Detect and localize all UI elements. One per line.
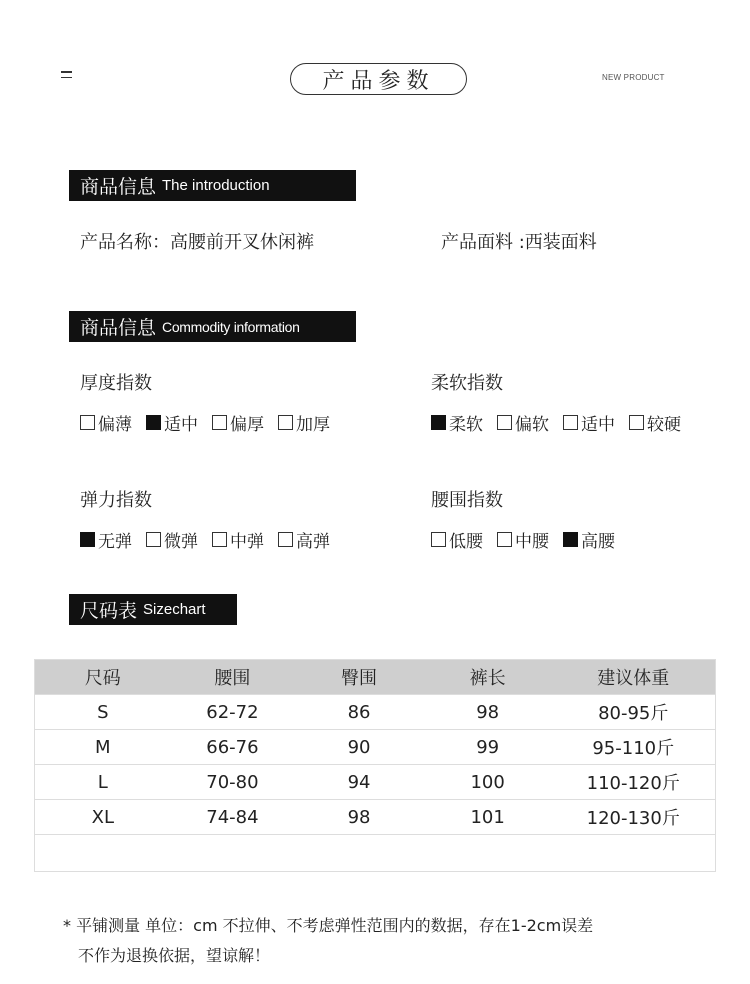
table-cell: 66-76 [206,736,259,758]
page-title: 产品参数 [290,63,467,95]
softness-options [431,410,681,435]
option-label: 微弹 [164,532,198,552]
checkbox-checked-icon [431,415,446,430]
option-item [80,527,132,552]
checkbox-checked-icon [146,415,161,430]
elasticity-index-title: 弹力指数 [80,490,152,511]
checkbox-icon [212,532,227,547]
option-item [431,410,483,435]
table-cell: 80-95斤 [598,703,669,724]
header-cell: 臀围 [341,668,378,689]
option-item [146,527,198,552]
option-label: 高腰 [581,532,615,552]
waist-options [431,527,629,552]
new-product-tag: NEW PRODUCT [602,73,665,82]
menu-icon[interactable] [61,71,72,81]
section-title-cn: 尺码表 [80,600,138,622]
table-cell: 98 [347,806,371,828]
size-table [34,659,716,872]
section-bar-commodity [69,311,356,342]
waist-index-title: 腰围指数 [431,490,503,511]
table-cell: 94 [347,771,371,793]
table-cell: 99 [476,736,500,758]
table-cell: 98 [476,701,500,723]
option-item [278,410,330,435]
section-title-cn: 商品信息 [80,317,157,339]
header-cell: 尺码 [84,668,121,689]
option-item [212,527,264,552]
table-row [35,764,715,799]
table-row [35,694,715,729]
option-item [563,410,615,435]
header-cell: 裤长 [469,668,506,689]
option-label: 偏软 [515,415,549,435]
table-cell: 74-84 [206,806,259,828]
section-title-en: Sizechart [143,601,206,618]
option-item [212,410,264,435]
table-row-empty [35,834,715,871]
table-cell: L [97,771,108,793]
product-name: 产品名称：高腰前开叉休闲裤 [80,232,314,253]
section-title-cn: 商品信息 [80,176,157,198]
table-cell: 86 [347,701,371,723]
measurement-note: * 平铺测量 单位：cm 不拉伸、不考虑弹性范围内的数据，存在1-2cm误差 [63,916,594,935]
option-item [80,410,132,435]
table-cell: XL [91,806,114,828]
table-cell: 90 [347,736,371,758]
exchange-note: 不作为退换依据，望谅解！ [78,946,271,965]
section-title-en: The introduction [162,177,270,194]
checkbox-icon [431,532,446,547]
checkbox-icon [146,532,161,547]
table-cell: S [97,701,109,723]
option-item [146,410,198,435]
checkbox-icon [212,415,227,430]
checkbox-checked-icon [563,532,578,547]
table-cell: 120-130斤 [586,808,680,829]
table-row [35,799,715,834]
section-bar-sizechart [69,594,237,625]
checkbox-icon [80,415,95,430]
softness-index-title: 柔软指数 [431,373,503,394]
option-label: 中腰 [515,532,549,552]
table-cell: M [95,736,111,758]
option-label: 中弹 [230,532,264,552]
checkbox-icon [278,532,293,547]
checkbox-icon [629,415,644,430]
elasticity-options [80,527,344,552]
option-label: 无弹 [98,532,132,552]
table-cell: 100 [470,771,505,793]
option-label: 高弹 [296,532,330,552]
thickness-options [80,410,344,435]
table-cell: 95-110斤 [592,738,675,759]
option-label: 较硬 [647,415,681,435]
option-item [278,527,330,552]
option-label: 柔软 [449,415,483,435]
checkbox-checked-icon [80,532,95,547]
option-label: 偏薄 [98,415,132,435]
thickness-index-title: 厚度指数 [80,373,152,394]
table-header [35,660,715,694]
checkbox-icon [278,415,293,430]
table-row [35,729,715,764]
option-label: 适中 [164,415,198,435]
checkbox-icon [497,532,512,547]
header-cell: 腰围 [214,668,251,689]
section-bar-introduction [69,170,356,201]
checkbox-icon [563,415,578,430]
table-cell: 110-120斤 [586,773,680,794]
table-cell: 70-80 [206,771,259,793]
table-cell: 101 [470,806,505,828]
option-item [563,527,615,552]
option-item [431,527,483,552]
option-item [497,527,549,552]
option-label: 加厚 [296,415,330,435]
checkbox-icon [497,415,512,430]
product-fabric: 产品面料 :西装面料 [441,232,597,253]
section-title-en: Commodity information [162,318,300,335]
header-cell: 建议体重 [597,668,670,689]
option-label: 偏厚 [230,415,264,435]
table-cell: 62-72 [206,701,259,723]
option-label: 低腰 [449,532,483,552]
option-item [629,410,681,435]
option-label: 适中 [581,415,615,435]
option-item [497,410,549,435]
